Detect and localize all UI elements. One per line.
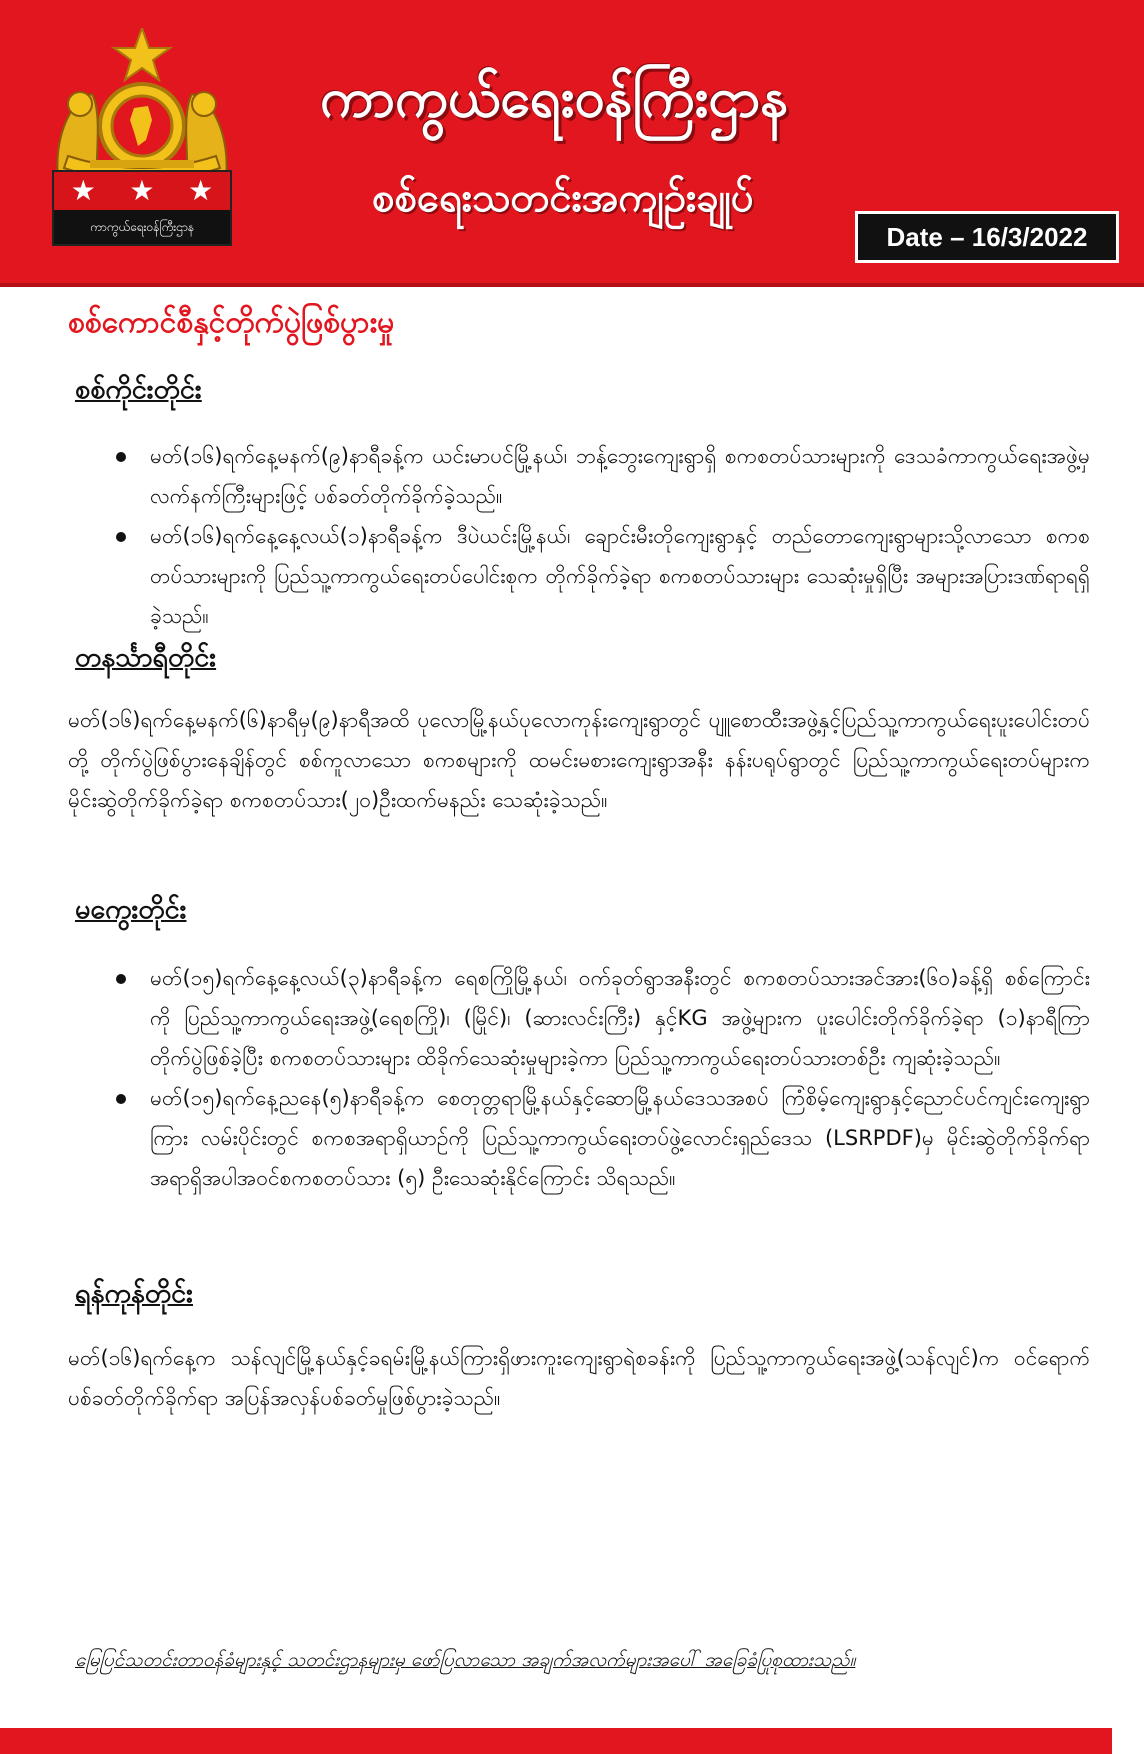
- list-item: [150, 516, 1090, 636]
- list-item-text: မတ်(၁၆)ရက်နေ့မနက်(၉)နာရီခန့်က ယင်းမာပင်မြို့နယ်၊ ဘန့်ဘွေးကျေးရွာရှိ စကစတပ်သားများကို ဒေသခံကာကွယ်ရေးအဖွဲ့မှ လက်နက်ကြီးများဖြင့် ပစ်ခတ်တိုက်ခိုက်ခဲ့သည်။: [150, 444, 1090, 508]
- tanintharyi-paragraph: မတ်(၁၆)ရက်နေ့မနက်(၆)နာရီမှ(၉)နာရီအထိ ပုလောမြို့နယ်ပုလောကုန်းကျေးရွာတွင် ပျူစောထီးအဖွဲ့နှင့်ပြည်သူ့ကာကွယ်ရေးပူးပေါင်းတပ်တို့ တိုက်ပွဲဖြစ်ပွားနေချိန်တွင် စစ်ကူလာသော စကစများကို ထမင်းမစားကျေးရွာအနီး နန်းပရုပ်ရွာတွင် ပြည်သူ့ကာကွယ်ရေးတပ်များက မိုင်းဆွဲတိုက်ခိုက်ခဲ့ရာ စကစတပ်သား(၂၀)ဦးထက်မနည်း သေဆုံးခဲ့သည်။: [68, 708, 1090, 812]
- magway-bullet-list: [0, 958, 1144, 1198]
- page-title: စစ်ကောင်စီနှင့်တိုက်ပွဲဖြစ်ပွားမှု: [68, 305, 395, 340]
- star-icon: ★: [70, 174, 96, 207]
- region-heading-tanintharyi: တနင်္သာရီတိုင်း: [75, 642, 217, 673]
- source-note: မြေပြင်သတင်းတာဝန်ခံများနှင့် သတင်းဌာနများမှ ဖော်ပြလာသော အချက်အလက်များအပေါ် အခြေခံပြုစုထားသည်။: [75, 1649, 856, 1671]
- list-item: [150, 436, 1090, 516]
- region-heading-yangon: ရန်ကုန်တိုင်း: [75, 1278, 193, 1309]
- star-icon: ★: [188, 174, 214, 207]
- sagaing-bullet-list: [0, 436, 1144, 636]
- flag-stars: [52, 170, 232, 210]
- list-item: [150, 1078, 1090, 1198]
- region-heading-sagaing: စစ်ကိုင်းတိုင်း: [75, 374, 202, 405]
- bullet-icon: [116, 974, 126, 984]
- bullet-icon: [116, 452, 126, 462]
- footer-bar: [0, 1728, 1112, 1754]
- emblem-caption: ကာကွယ်ရေးဝန်ကြီးဌာန: [52, 210, 232, 246]
- list-item-text: မတ်(၁၅)ရက်နေ့ညနေ(၅)နာရီခန့်က စေတုတ္တရာမြို့နယ်နှင့်ဆောမြို့နယ်ဒေသအစပ် ကြံစိမ့်ကျေးရွာနှင့်ညောင်ပင်ကျင်းကျေးရွာကြား လမ်းပိုင်းတွင် စကစအရာရှိယာဉ်ကို ပြည်သူ့ကာကွယ်ရေးတပ်ဖွဲ့လောင်းရှည်ဒေသ (LSRPDF)မှ မိုင်းဆွဲတိုက်ခိုက်ရာ အရာရှိအပါအဝင်စကစတပ်သား (၅) ဦးသေဆုံးနိုင်ကြောင်း သိရသည်။: [150, 1086, 1090, 1190]
- list-item: [150, 958, 1090, 1078]
- region-heading-magway: မကွေးတိုင်း: [75, 894, 187, 925]
- date-badge: Date – 16/3/2022: [855, 211, 1119, 263]
- list-item-text: မတ်(၁၆)ရက်နေ့နေ့လယ်(၁)နာရီခန့်က ဒီပဲယင်းမြို့နယ်၊ ချောင်းမီးတိုကျေးရွာနှင့် တည်တောကျေးရွာများသို့လာသော စကစတပ်သားများကို ပြည်သူ့ကာကွယ်ရေးတပ်ပေါင်းစုက တိုက်ခိုက်ခဲ့ရာ စကစတပ်သားများ သေဆုံးမှုရှိပြီး အများအပြားဒဏ်ရာရရှိခဲ့သည်။: [150, 524, 1090, 628]
- header-banner: [0, 0, 1144, 287]
- yangon-paragraph: မတ်(၁၆)ရက်နေ့က သန်လျင်မြို့နယ်နှင့်ခရမ်းမြို့နယ်ကြားရှိဖားကူးကျေးရွာရဲစခန်းကို ပြည်သူ့ကာကွယ်ရေးအဖွဲ့(သန်လျင်)က ဝင်ရောက်ပစ်ခတ်တိုက်ခိုက်ရာ အပြန်အလှန်ပစ်ခတ်မှုဖြစ်ပွားခဲ့သည်။: [68, 1346, 1090, 1410]
- bulletin-title: စစ်ရေးသတင်းအကျဉ်းချုပ်: [372, 175, 754, 221]
- list-item-text: မတ်(၁၅)ရက်နေ့နေ့လယ်(၃)နာရီခန့်က ရေစကြိုမြို့နယ်၊ ဝက်ခုတ်ရွာအနီးတွင် စကစတပ်သားအင်အား(၆၀)ခန့်ရှိ စစ်ကြောင်းကို ပြည်သူ့ကာကွယ်ရေးအဖွဲ့(ရေစကြို)၊ (မြိုင်)၊ (ဆားလင်းကြီး) နှင့်KG အဖွဲ့များက ပူးပေါင်းတိုက်ခိုက်ခဲ့ရာ (၁)နာရီကြာ တိုက်ပွဲဖြစ်ခဲ့ပြီး စကစတပ်သားများ ထိခိုက်သေဆုံးမှုများခဲ့ကာ ပြည်သူ့ကာကွယ်ရေးတပ်သားတစ်ဦး ကျဆုံးခဲ့သည်။: [150, 966, 1090, 1070]
- ministry-title: ကာကွယ်ရေးဝန်ကြီးဌာန: [320, 66, 789, 129]
- bullet-icon: [116, 532, 126, 542]
- star-icon: ★: [129, 174, 155, 207]
- emblem-flag: [52, 170, 232, 246]
- bullet-icon: [116, 1094, 126, 1104]
